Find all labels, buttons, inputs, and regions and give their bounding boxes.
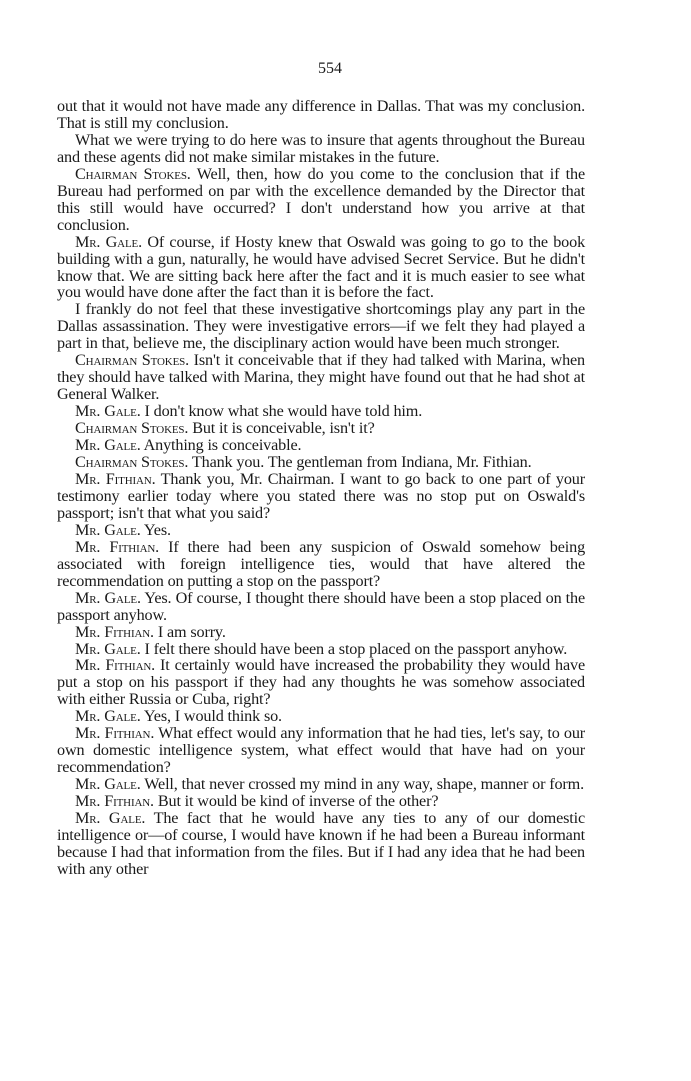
speaker-name: Mr. Fithian.: [75, 724, 155, 743]
paragraph-text: out that it would not have made any difference in Dallas. That was my conclusion. That is still my conclusion.: [57, 97, 585, 132]
paragraph-text: Thank you. The gentleman from Indiana, Mr. Fithian.: [188, 453, 532, 472]
paragraph: [57, 539, 585, 590]
paragraph: [57, 420, 585, 437]
paragraph-text: Well, then, how do you come to the conclusion that if the Bureau had performed on par with the excellence demanded by the Director that this still would have occurred? I don't understand how you arrive at that conclusion.: [57, 164, 585, 234]
speaker-name: Chairman Stokes.: [75, 419, 189, 438]
paragraph: [57, 725, 585, 776]
paragraph: [57, 352, 585, 403]
speaker-name: Mr. Fithian.: [75, 622, 154, 641]
paragraph-text: I frankly do not feel that these investigative shortcomings play any part in the Dallas assassination. They were investigative errors—if we felt they had played a part in that, believe me, the disciplinary action would have been much stronger.: [57, 300, 585, 353]
speaker-name: Chairman Stokes.: [75, 351, 190, 370]
speaker-name: Mr. Gale.: [75, 402, 141, 421]
speaker-name: Mr. Fithian.: [75, 792, 154, 811]
speaker-name: Mr. Fithian.: [75, 469, 156, 488]
paragraph-text: Well, that never crossed my mind in any way, shape, manner or form.: [140, 775, 585, 794]
paragraph: [57, 234, 585, 302]
speaker-name: Chairman Stokes.: [75, 453, 189, 472]
paragraph: [57, 810, 585, 878]
paragraph: [57, 641, 585, 658]
speaker-name: Chairman Stokes.: [75, 164, 191, 183]
speaker-name: Mr. Gale.: [75, 588, 141, 607]
paragraph: [57, 708, 585, 725]
paragraph-text: It certainly would have increased the probability they would have put a stop on his passport if they had any thoughts he was somehow associated with either Russia or Cuba, right?: [57, 656, 585, 709]
paragraph-text: But it would be kind of inverse of the other?: [153, 792, 439, 811]
paragraph: [57, 454, 585, 471]
paragraph-text: Yes.: [140, 520, 171, 539]
paragraph-text: Thank you, Mr. Chairman. I want to go back to one part of your testimony earlier today where you stated there was no stop put on Oswald's passport; isn't that what you said?: [57, 469, 585, 522]
paragraph: [57, 301, 585, 352]
paragraph: [57, 657, 585, 708]
paragraph-text: If there had been any suspicion of Oswald somehow being associated with foreign intelligence ties, would that have altered the recommendation on putting a stop on the passport?: [57, 537, 586, 590]
paragraph-text: What effect would any information that he had ties, let's say, to our own domestic intelligence system, what effect would that have had on your recommendation?: [57, 724, 586, 777]
paragraph-text: I don't know what she would have told him.: [140, 402, 423, 421]
paragraph-text: What we were trying to do here was to insure that agents throughout the Bureau and these agents did not make similar mistakes in the future.: [57, 130, 585, 166]
speaker-name: Mr. Fithian.: [75, 537, 160, 556]
paragraph-text: The fact that he would have any ties to any of our domestic intelligence or—of course, I would have known if he had been a Bureau informant because I had that information from the files. But if I had any idea that he had been with any other: [57, 809, 586, 878]
speaker-name: Mr. Gale.: [75, 775, 141, 794]
speaker-name: Mr. Fithian.: [75, 656, 156, 675]
paragraph: [57, 471, 585, 522]
paragraph-text: Of course, if Hosty knew that Oswald was going to go to the book building with a gun, naturally, he would have advised Secret Service. But he didn't know that. We are sitting back here after the fact and it is much easier to see what you would have done after the fact than it is before the fact.: [57, 232, 586, 302]
speaker-name: Mr. Gale.: [75, 520, 141, 539]
page-number: 554: [318, 60, 342, 77]
paragraph-text: I am sorry.: [153, 622, 226, 641]
paragraph-text: Anything is conceivable.: [140, 436, 302, 455]
paragraph: [57, 624, 585, 641]
paragraph: [57, 793, 585, 810]
speaker-name: Mr. Gale.: [75, 707, 141, 726]
paragraph-text: But it is conceivable, isn't it?: [188, 419, 375, 438]
paragraph-text: Isn't it conceivable that if they had talked with Marina, when they should have talked with Marina, they might have found out that he had shot at General Walker.: [57, 351, 586, 404]
paragraph-text: I felt there should have been a stop placed on the passport anyhow.: [140, 639, 568, 658]
speaker-name: Mr. Gale.: [75, 809, 146, 828]
paragraph: [57, 98, 585, 132]
speaker-name: Mr. Gale.: [75, 232, 143, 251]
document-body: [57, 98, 585, 878]
paragraph-text: Yes, I would think so.: [140, 707, 282, 726]
paragraph: [57, 166, 585, 234]
paragraph: [57, 437, 585, 454]
paragraph: [57, 132, 585, 166]
paragraph-text: Yes. Of course, I thought there should have been a stop placed on the passport anyhow.: [57, 588, 586, 624]
paragraph: [57, 522, 585, 539]
paragraph: [57, 776, 585, 793]
speaker-name: Mr. Gale.: [75, 436, 141, 455]
speaker-name: Mr. Gale.: [75, 639, 141, 658]
paragraph: [57, 403, 585, 420]
paragraph: [57, 590, 585, 624]
